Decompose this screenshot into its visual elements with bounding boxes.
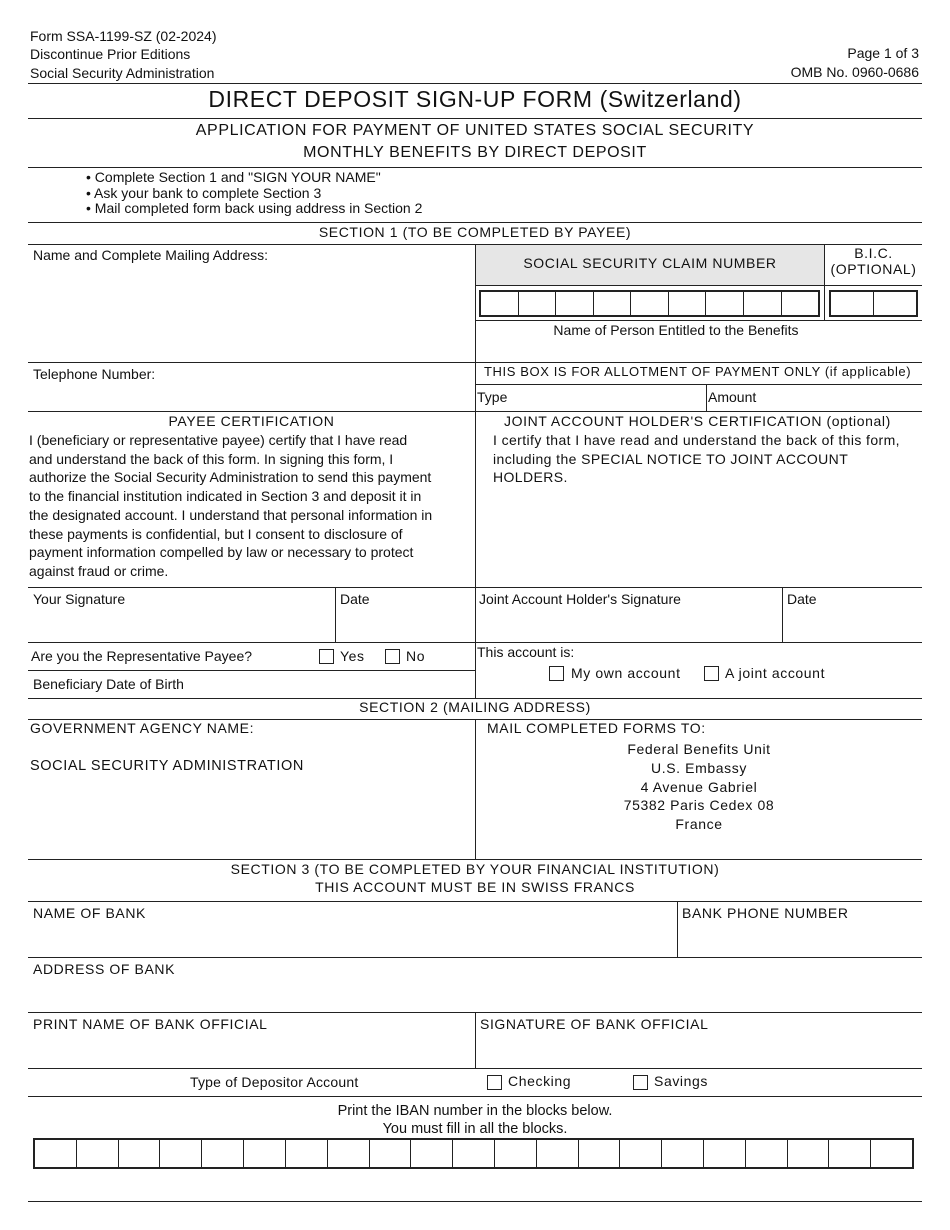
savings-checkbox[interactable] xyxy=(633,1075,648,1090)
cert-line: I certify that I have read and understand the back of this form, xyxy=(493,432,900,448)
joint-cert-title: JOINT ACCOUNT HOLDER'S CERTIFICATION (optional) xyxy=(504,413,891,429)
bank-address-label: ADDRESS OF BANK xyxy=(33,961,176,977)
dob-label: Beneficiary Date of Birth xyxy=(33,676,184,692)
bic-label-line1: B.I.C. xyxy=(854,245,893,261)
joint-cert-text xyxy=(493,431,900,487)
address-line: 4 Avenue Gabriel xyxy=(640,778,758,795)
savings-label: Savings xyxy=(654,1073,709,1089)
telephone-label: Telephone Number: xyxy=(33,366,156,382)
cert-line: the designated account. I understand that personal information in xyxy=(29,506,433,523)
rep-payee-question: Are you the Representative Payee? xyxy=(31,648,253,664)
bank-phone-field[interactable] xyxy=(679,924,920,956)
name-address-label: Name and Complete Mailing Address: xyxy=(33,247,269,263)
discontinue-note: Discontinue Prior Editions xyxy=(30,46,191,62)
checking-label: Checking xyxy=(508,1073,572,1089)
page-title: DIRECT DEPOSIT SIGN-UP FORM (Switzerland) xyxy=(208,86,742,112)
official-signature-field[interactable] xyxy=(477,1035,920,1067)
instruction-item: • Complete Section 1 and "SIGN YOUR NAME" xyxy=(86,169,381,185)
bic-label-line2: (OPTIONAL) xyxy=(830,261,917,277)
agency-name-value: SOCIAL SECURITY ADMINISTRATION xyxy=(30,758,304,774)
section2-heading: SECTION 2 (MAILING ADDRESS) xyxy=(359,699,591,715)
subtitle-line1: APPLICATION FOR PAYMENT OF UNITED STATES SOCIAL SECURITY xyxy=(195,122,755,139)
checking-checkbox[interactable] xyxy=(487,1075,502,1090)
bank-address-field[interactable] xyxy=(29,980,919,1011)
your-signature-field[interactable] xyxy=(29,610,334,641)
allotment-label: THIS BOX IS FOR ALLOTMENT OF PAYMENT ONLY (if applicable) xyxy=(484,364,912,379)
iban-input[interactable] xyxy=(33,1138,914,1169)
joint-signature-field[interactable] xyxy=(477,610,780,641)
cert-line: HOLDERS. xyxy=(493,469,568,486)
cert-line: to the financial institution indicated in Section 3 and deposit it in xyxy=(29,488,422,505)
official-signature-label: SIGNATURE OF BANK OFFICIAL xyxy=(480,1016,709,1032)
mail-to-label: MAIL COMPLETED FORMS TO: xyxy=(487,720,706,736)
mailing-address xyxy=(599,740,799,834)
claim-number-label: SOCIAL SECURITY CLAIM NUMBER xyxy=(523,255,777,271)
bank-name-field[interactable] xyxy=(29,924,675,956)
instructions-list xyxy=(86,170,422,217)
person-entitled-label: Name of Person Entitled to the Benefits xyxy=(553,322,799,338)
instruction-item: • Ask your bank to complete Section 3 xyxy=(86,184,322,201)
date-field[interactable] xyxy=(337,610,473,641)
rep-payee-yes-label: Yes xyxy=(340,648,365,664)
your-signature-label: Your Signature xyxy=(33,591,126,607)
cert-line: payment information compelled by law or necessary to protect xyxy=(29,544,414,561)
subtitle-line2: MONTHLY BENEFITS BY DIRECT DEPOSIT xyxy=(303,144,647,161)
official-name-label: PRINT NAME OF BANK OFFICIAL xyxy=(33,1016,268,1032)
amount-label: Amount xyxy=(708,389,757,405)
cert-line: authorize the Social Security Administration to send this payment xyxy=(29,469,432,486)
cert-line: and understand the back of this form. In signing this form, I xyxy=(29,450,394,467)
name-address-field[interactable] xyxy=(29,266,473,361)
iban-instruction-line1: Print the IBAN number in the blocks below. xyxy=(337,1103,613,1119)
type-label: Type xyxy=(477,389,508,405)
joint-date-label: Date xyxy=(787,591,817,607)
bic-input[interactable] xyxy=(829,290,918,317)
agency-name-label: GOVERNMENT AGENCY NAME: xyxy=(30,720,255,736)
own-account-checkbox[interactable] xyxy=(549,666,564,681)
account-type-label: Type of Depositor Account xyxy=(190,1074,359,1090)
cert-line: including the SPECIAL NOTICE TO JOINT ACCOUNT xyxy=(493,450,849,467)
official-name-field[interactable] xyxy=(29,1035,473,1067)
address-line: France xyxy=(675,816,723,833)
cert-line: against fraud or crime. xyxy=(29,562,169,579)
instruction-item: • Mail completed form back using address in Section 2 xyxy=(86,200,423,216)
joint-account-label: A joint account xyxy=(725,665,826,681)
cert-line: I (beneficiary or representative payee) certify that I have read xyxy=(29,432,408,448)
section3-heading: SECTION 3 (TO BE COMPLETED BY YOUR FINANCIAL INSTITUTION) xyxy=(230,861,720,877)
omb-number: OMB No. 0960-0686 xyxy=(790,64,919,80)
address-line: 75382 Paris Cedex 08 xyxy=(623,797,775,814)
address-line: Federal Benefits Unit xyxy=(627,741,771,757)
address-line: U.S. Embassy xyxy=(651,759,747,776)
telephone-field[interactable] xyxy=(170,364,470,408)
payee-cert-title: PAYEE CERTIFICATION xyxy=(168,413,335,429)
section1-heading: SECTION 1 (TO BE COMPLETED BY PAYEE) xyxy=(318,224,632,240)
rep-payee-yes-checkbox[interactable] xyxy=(319,649,334,664)
bank-name-label: NAME OF BANK xyxy=(33,905,146,921)
rep-payee-no-checkbox[interactable] xyxy=(385,649,400,664)
account-is-label: This account is: xyxy=(477,644,575,660)
agency-header: Social Security Administration xyxy=(30,65,215,81)
section3-subheading: THIS ACCOUNT MUST BE IN SWISS FRANCS xyxy=(315,879,635,895)
payee-cert-text xyxy=(29,431,432,581)
rep-payee-no-label: No xyxy=(406,648,426,664)
form-number: Form SSA-1199-SZ (02-2024) xyxy=(30,28,217,44)
bank-phone-label: BANK PHONE NUMBER xyxy=(682,905,849,921)
claim-number-input[interactable] xyxy=(479,290,820,317)
cert-line: these payments is confidential, but I consent to disclosure of xyxy=(29,525,403,542)
joint-account-checkbox[interactable] xyxy=(704,666,719,681)
date-label: Date xyxy=(340,591,370,607)
own-account-label: My own account xyxy=(571,665,681,681)
iban-instruction-line2: You must fill in all the blocks. xyxy=(382,1121,568,1137)
page-number: Page 1 of 3 xyxy=(847,45,919,61)
joint-date-field[interactable] xyxy=(784,610,920,641)
dob-field[interactable] xyxy=(210,672,470,696)
joint-signature-label: Joint Account Holder's Signature xyxy=(479,591,681,607)
